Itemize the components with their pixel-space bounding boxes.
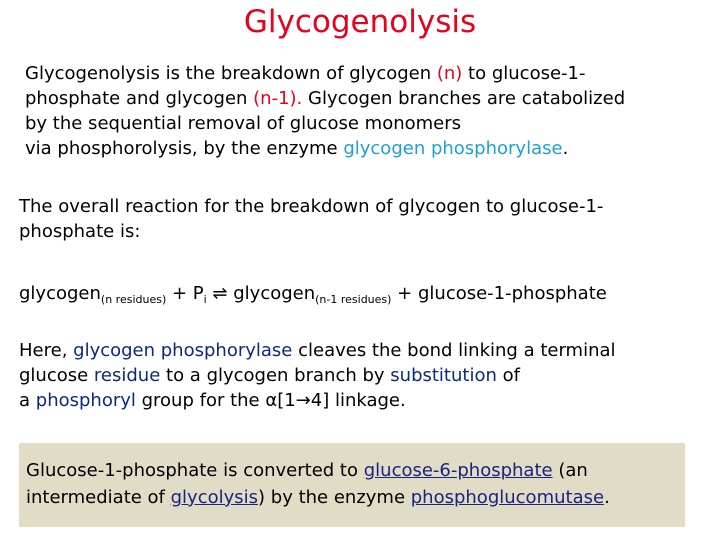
intro-line-4 (25, 136, 705, 161)
substitution-term: substitution (390, 365, 497, 386)
explanation-text: Here, (19, 340, 74, 361)
intro-text: via phosphorolysis, by the enzyme (25, 138, 344, 159)
explanation-text: to a glycogen branch by (160, 365, 391, 386)
intro-text: Glycogen branches are catabolized (302, 88, 626, 109)
intro-line-2 (25, 86, 705, 111)
highlight-text: . (604, 487, 610, 508)
explanation-line-2 (19, 363, 709, 388)
explanation-text: glucose (19, 365, 94, 386)
product-glycogen: glycogen (233, 283, 316, 304)
explanation-text: a (19, 390, 36, 411)
explanation-line-1 (19, 338, 709, 363)
highlight-line-2 (26, 484, 685, 511)
highlight-box (19, 443, 685, 527)
phosphoryl-term: phosphoryl (35, 390, 136, 411)
explanation-text: of (496, 365, 520, 386)
explanation-paragraph (19, 338, 709, 413)
product-glucose-1-phosphate: + glucose-1-phosphate (391, 283, 607, 304)
intro-text: Glycogenolysis is the breakdown of glycogen (25, 63, 437, 84)
intro-text: . (562, 138, 569, 159)
overall-line-2: phosphate is: (19, 221, 141, 242)
explanation-text: cleaves the bond linking a terminal (292, 340, 616, 361)
phosphoglucomutase-link[interactable]: phosphoglucomutase (410, 487, 605, 508)
overall-reaction-paragraph (19, 194, 709, 244)
enzyme-term: glycogen phosphorylase (73, 340, 293, 361)
product-subscript: (n-1 residues) (315, 293, 392, 306)
highlight-text: Glucose-1-phosphate is converted to (26, 460, 364, 481)
phosphate-subscript: i (203, 293, 207, 306)
enzyme-term: glycogen phosphorylase (343, 138, 563, 159)
page-title: Glycogenolysis (243, 4, 477, 40)
n-highlight: (n) (436, 63, 463, 84)
n-minus-1-highlight: (n-1). (253, 88, 303, 109)
intro-line-3: by the sequential removal of glucose monomers (25, 113, 462, 134)
intro-line-1 (25, 61, 705, 86)
intro-paragraph (25, 61, 705, 161)
intro-text: to glucose-1- (462, 63, 586, 84)
glycolysis-link[interactable]: glycolysis (170, 487, 259, 508)
explanation-line-3 (19, 388, 709, 413)
glucose-6-phosphate-link[interactable]: glucose-6-phosphate (363, 460, 553, 481)
reactant-subscript: (n residues) (100, 293, 167, 306)
explanation-text: group for the α[1→4] linkage. (135, 390, 406, 411)
overall-line-1: The overall reaction for the breakdown of glycogen to glucose-1- (19, 196, 604, 217)
reactant-glycogen: glycogen (19, 283, 101, 304)
highlight-text: (an (552, 460, 588, 481)
highlight-text: ) by the enzyme (258, 487, 411, 508)
phosphate-reactant: + P (166, 283, 204, 304)
residue-term: residue (93, 365, 161, 386)
reaction-equation (19, 281, 714, 306)
highlight-line-1 (26, 457, 685, 484)
highlight-text: intermediate of (26, 487, 171, 508)
intro-text: phosphate and glycogen (25, 88, 254, 109)
equilibrium-arrow-icon: ⇌ (206, 283, 234, 304)
